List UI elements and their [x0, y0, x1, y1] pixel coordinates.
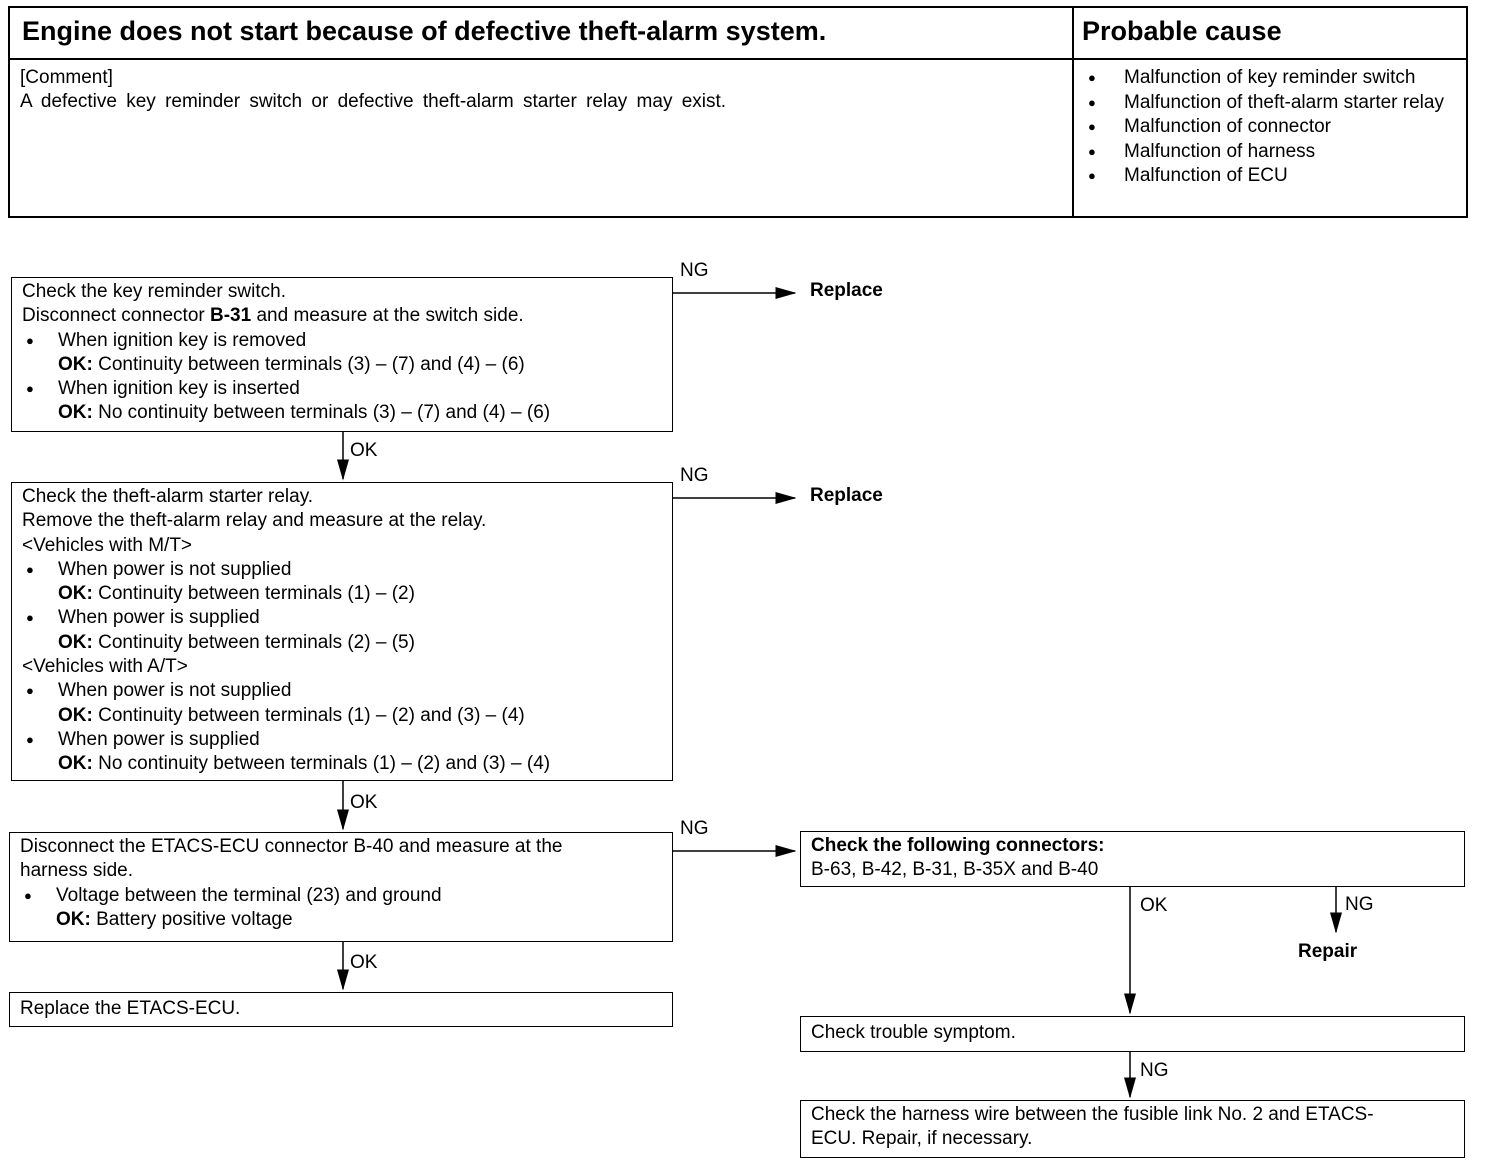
step-text: Replace the ETACS-ECU.	[20, 998, 241, 1019]
probable-cause-title: Probable cause	[1074, 8, 1468, 60]
step-bullet: ● When power is not supplied	[22, 679, 662, 703]
cause-item: ● Malfunction of harness	[1082, 140, 1460, 165]
ok-label: OK	[350, 440, 378, 461]
step-text: Disconnect connector B-31 and measure at the switch side.	[22, 305, 524, 327]
ok-label: OK	[350, 952, 378, 973]
step-text: Check the harness wire between the fusible link No. 2 and ETACS-	[811, 1104, 1374, 1125]
step-text: B-63, B-42, B-31, B-35X and B-40	[811, 859, 1099, 881]
ng-label: NG	[1345, 894, 1374, 915]
step-check-connectors	[800, 831, 1465, 887]
step-bullet: ● When power is supplied	[22, 606, 662, 630]
step-replace-ecu	[9, 992, 673, 1027]
ok-criterion: OK: Continuity between terminals (1) – (2) and (3) – (4)	[58, 704, 525, 726]
step-bullet: ● When power is supplied	[22, 728, 662, 752]
comment-text: A defective key reminder switch or defective theft-alarm starter relay may exist.	[20, 91, 727, 112]
step-text: Check the key reminder switch.	[22, 281, 286, 302]
symptom-title: Engine does not start because of defective theft-alarm system.	[10, 8, 1074, 60]
step-text: Check the theft-alarm starter relay.	[22, 486, 314, 507]
step-check-harness	[800, 1100, 1465, 1158]
replace-result: Replace	[810, 485, 883, 506]
step-bullet: ● When ignition key is inserted	[22, 377, 662, 401]
step-bullet: ● When ignition key is removed	[22, 329, 662, 353]
comment-label: [Comment]	[20, 67, 113, 88]
cause-item: ● Malfunction of theft-alarm starter relay	[1082, 91, 1460, 116]
ok-criterion: OK: Continuity between terminals (1) – (2)	[58, 583, 415, 605]
step-key-reminder-switch	[11, 277, 673, 432]
ok-criterion: OK: Continuity between terminals (3) – (7) and (4) – (6)	[58, 353, 525, 375]
cause-item: ● Malfunction of ECU	[1082, 164, 1460, 189]
ng-label: NG	[680, 818, 709, 839]
step-text: Check the following connectors:	[811, 835, 1105, 856]
step-text: Check trouble symptom.	[811, 1022, 1016, 1043]
ok-criterion: OK: No continuity between terminals (1) – (2) and (3) – (4)	[58, 753, 551, 775]
ok-label: OK	[350, 792, 378, 813]
vehicle-type: <Vehicles with M/T>	[22, 534, 193, 556]
ok-label: OK	[1140, 895, 1168, 916]
step-etacs-connector	[9, 832, 673, 942]
step-text: Disconnect the ETACS-ECU connector B-40 and measure at the	[20, 836, 563, 857]
step-starter-relay	[11, 482, 673, 781]
vehicle-type: <Vehicles with A/T>	[22, 656, 188, 678]
step-text: harness side.	[20, 860, 134, 882]
replace-result: Replace	[810, 280, 883, 301]
step-bullet: ● Voltage between the terminal (23) and ground	[20, 884, 662, 908]
step-text: ECU. Repair, if necessary.	[811, 1128, 1033, 1150]
ng-label: NG	[680, 465, 709, 486]
ok-criterion: OK: Continuity between terminals (2) – (5)	[58, 631, 415, 653]
ng-label: NG	[1140, 1060, 1169, 1081]
step-bullet: ● When power is not supplied	[22, 558, 662, 582]
cause-item: ● Malfunction of connector	[1082, 115, 1460, 140]
step-text: Remove the theft-alarm relay and measure at the relay.	[22, 510, 487, 532]
step-check-symptom	[800, 1016, 1465, 1052]
ok-criterion: OK: Battery positive voltage	[56, 908, 293, 930]
ok-criterion: OK: No continuity between terminals (3) – (7) and (4) – (6)	[58, 402, 551, 424]
ng-label: NG	[680, 260, 709, 281]
repair-result: Repair	[1298, 941, 1358, 962]
cause-item: ● Malfunction of key reminder switch	[1082, 66, 1460, 91]
